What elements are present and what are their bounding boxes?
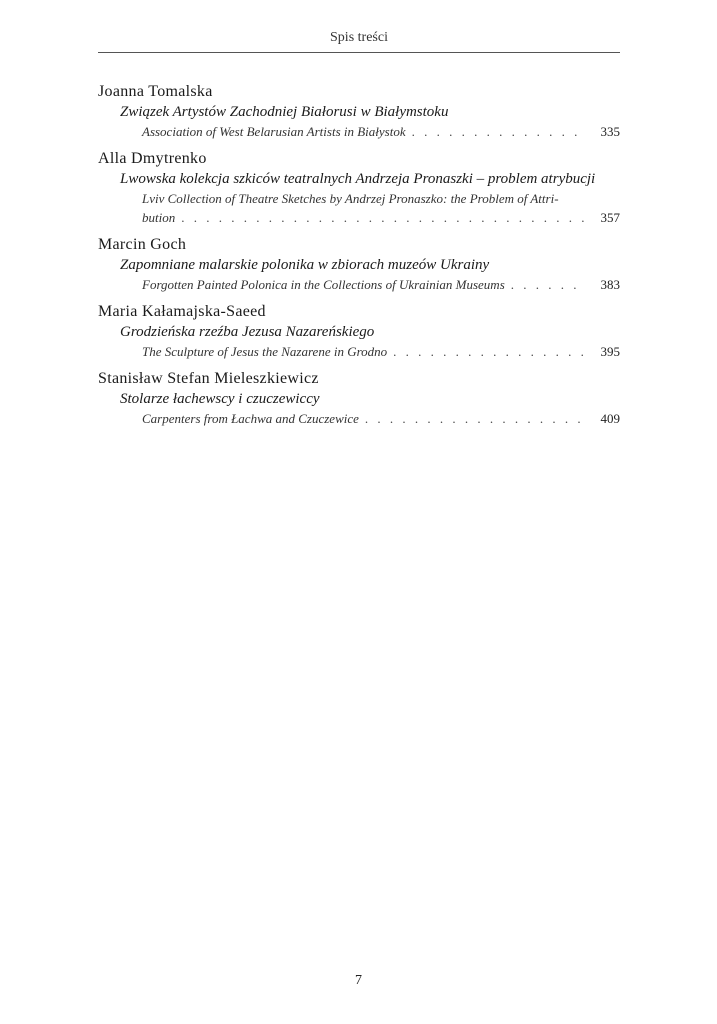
entry-title-english-row xyxy=(98,275,620,294)
dot-leader xyxy=(511,275,586,294)
dot-leader xyxy=(365,409,586,428)
entry-page-number: 357 xyxy=(600,210,620,225)
entry-page-number: 409 xyxy=(600,411,620,426)
entry-title-polish: Grodzieńska rzeźba Jezusa Nazareńskiego xyxy=(120,324,375,340)
entry-title-english-line1: Lviv Collection of Theatre Sketches by Andrzej Pronaszko: the Problem of Attri- xyxy=(142,191,559,206)
entry-title-english: Carpenters from Łachwa and Czuczewice xyxy=(142,411,359,426)
entry-title-polish: Stolarze łachewscy i czuczewiccy xyxy=(120,391,320,407)
entry-title-english-line2: bution xyxy=(142,210,176,225)
toc-entry xyxy=(98,235,620,294)
entry-author: Marcin Goch xyxy=(98,236,187,253)
entry-title-english-row xyxy=(98,342,620,361)
entry-title-english-continuation xyxy=(142,208,620,227)
entry-title-english: Forgotten Painted Polonica in the Collections of Ukrainian Museums xyxy=(142,277,505,292)
entry-page-number: 335 xyxy=(600,124,620,139)
dot-leader xyxy=(393,342,586,361)
page-number: 7 xyxy=(355,973,362,988)
table-of-contents xyxy=(98,82,620,436)
entry-title-english-row xyxy=(98,409,620,428)
toc-entry xyxy=(98,302,620,361)
entry-page-number: 383 xyxy=(600,277,620,292)
toc-entry xyxy=(98,149,620,227)
entry-author: Alla Dmytrenko xyxy=(98,150,207,167)
entry-page-number: 395 xyxy=(600,344,620,359)
toc-entry xyxy=(98,82,620,141)
entry-title-english: Association of West Belarusian Artists in Białystok xyxy=(142,124,406,139)
running-header: Spis treści xyxy=(98,30,620,53)
entry-author: Joanna Tomalska xyxy=(98,83,213,100)
entry-title-english-row xyxy=(98,189,620,227)
entry-author: Maria Kałamajska-Saeed xyxy=(98,303,266,320)
dot-leader xyxy=(181,208,586,227)
entry-title-polish: Związek Artystów Zachodniej Białorusi w Białymstoku xyxy=(120,104,449,120)
entry-title-english: The Sculpture of Jesus the Nazarene in Grodno xyxy=(142,344,388,359)
entry-title-polish: Zapomniane malarskie polonika w zbiorach muzeów Ukrainy xyxy=(120,257,490,273)
entry-author: Stanisław Stefan Mieleszkiewicz xyxy=(98,370,319,387)
dot-leader xyxy=(412,122,586,141)
entry-title-polish: Lwowska kolekcja szkiców teatralnych Andrzeja Pronaszki – problem atrybucji xyxy=(120,171,596,187)
toc-entry xyxy=(98,369,620,428)
entry-title-english-row xyxy=(98,122,620,141)
